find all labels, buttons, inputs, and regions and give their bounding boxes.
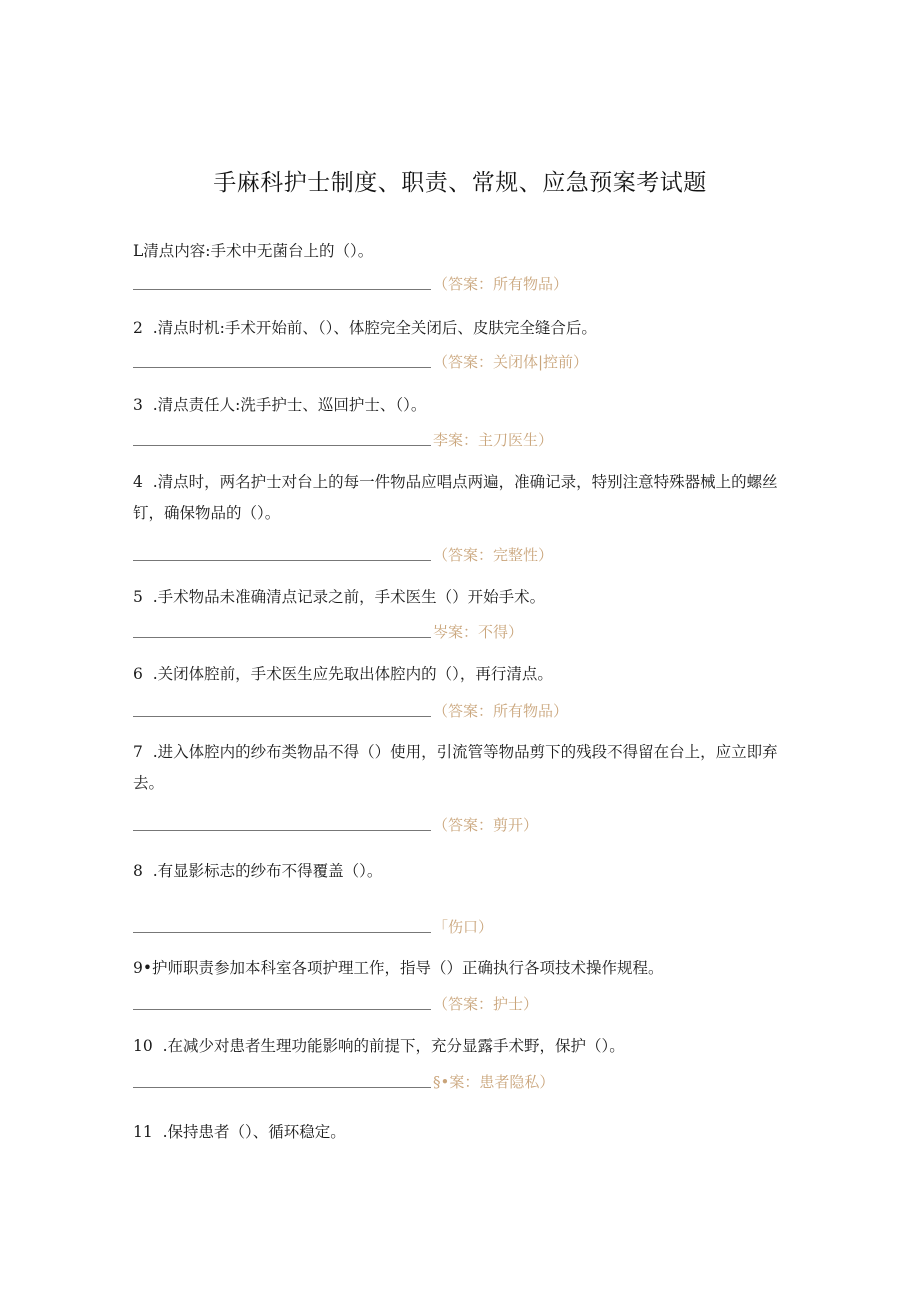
answer-2 xyxy=(133,350,588,372)
question-5: 5 .手术物品未准确清点记录之前，手术医生（）开始手术。 xyxy=(133,588,546,606)
answer-10 xyxy=(133,1070,554,1092)
answer-text: （答案：所有物品） xyxy=(433,275,569,293)
answer-6 xyxy=(133,699,568,721)
answer-text: （答案：完整性） xyxy=(433,546,554,564)
answer-text: （答案：所有物品） xyxy=(433,702,569,720)
answer-blank-line xyxy=(133,289,431,290)
answer-text: §•案：患者隐私） xyxy=(433,1073,555,1091)
answer-text: 李案：主刀医生） xyxy=(433,431,554,449)
answer-blank-line xyxy=(133,445,431,446)
question-2: 2 .清点时机:手术开始前、（）、体腔完全关闭后、皮肤完全缝合后。 xyxy=(133,319,597,337)
answer-8 xyxy=(133,915,493,937)
question-4: 4 .清点时，两名护士对台上的每一件物品应唱点两遍，准确记录，特别注意特殊器械上的螺丝钉，确保物品的（）。 xyxy=(133,473,778,522)
answer-text: 岑案：不得） xyxy=(433,623,524,641)
answer-text: 「伤口） xyxy=(433,918,494,936)
question-3: 3 .清点责任人:洗手护士、巡回护士、（）。 xyxy=(133,396,427,414)
answer-text: （答案：护士） xyxy=(433,995,539,1013)
answer-blank-line xyxy=(133,367,431,368)
answer-3 xyxy=(133,428,553,450)
question-6: 6 .关闭体腔前，手术医生应先取出体腔内的（），再行清点。 xyxy=(133,665,553,683)
question-7: 7 .进入体腔内的纱布类物品不得（）使用，引流管等物品剪下的残段不得留在台上，应立即弃去。 xyxy=(133,743,778,792)
answer-blank-line xyxy=(133,637,431,638)
question-11: 11 .保持患者（）、循环稳定。 xyxy=(133,1123,346,1141)
answer-1 xyxy=(133,272,568,294)
answer-blank-line xyxy=(133,1087,431,1088)
question-1: L清点内容:手术中无菌台上的（）。 xyxy=(133,242,374,260)
answer-blank-line xyxy=(133,560,431,561)
page-title: 手麻科护士制度、职责、常规、应急预案考试题 xyxy=(213,170,707,196)
question-8: 8 .有显影标志的纱布不得覆盖（）。 xyxy=(133,862,383,880)
answer-4 xyxy=(133,543,553,565)
answer-text: （答案：剪开） xyxy=(433,816,539,834)
answer-blank-line xyxy=(133,1009,431,1010)
answer-9 xyxy=(133,992,538,1014)
answer-blank-line xyxy=(133,830,431,831)
question-10: 10 .在减少对患者生理功能影响的前提下，充分显露手术野，保护（）。 xyxy=(133,1037,625,1055)
answer-blank-line xyxy=(133,716,431,717)
answer-5 xyxy=(133,620,523,642)
question-9: 9•护师职责参加本科室各项护理工作，指导（）正确执行各项技术操作规程。 xyxy=(133,959,664,977)
answer-text: （答案：关闭体|控前） xyxy=(433,353,589,371)
answer-7 xyxy=(133,813,538,835)
answer-blank-line xyxy=(133,932,431,933)
